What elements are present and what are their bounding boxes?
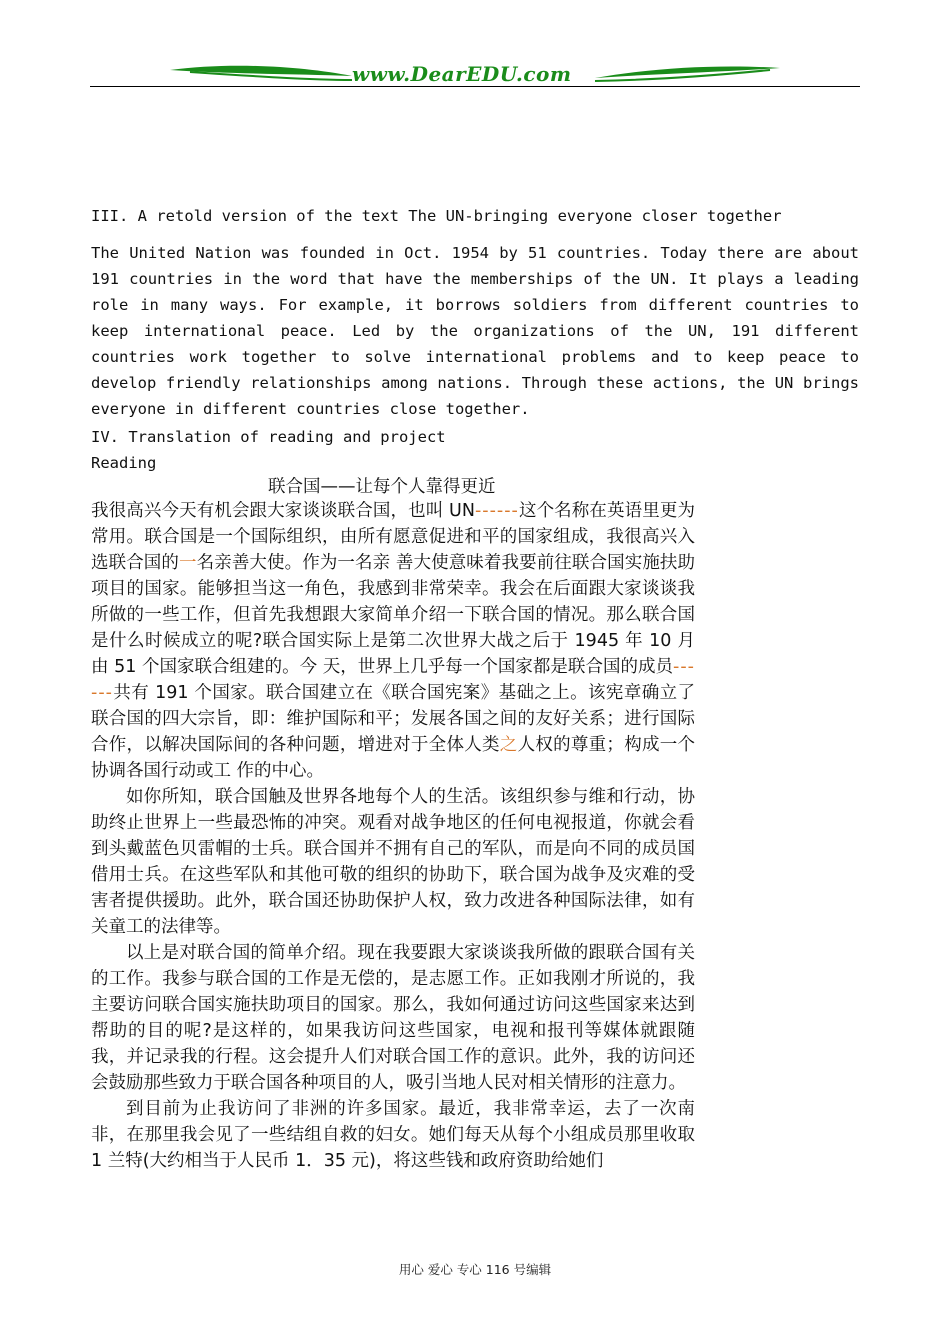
- reading-subtitle: Reading: [91, 454, 157, 472]
- page-footer: 用心 爱心 专心 116 号编辑: [398, 1262, 552, 1277]
- section-4-title: IV. Translation of reading and project: [91, 428, 446, 446]
- header-divider: [90, 86, 860, 87]
- highlighted-char: 一: [179, 553, 197, 573]
- dash-mark: ------: [474, 501, 519, 521]
- highlighted-char: 之: [499, 735, 518, 755]
- page-header: [90, 52, 860, 92]
- dash-mark: ------: [91, 657, 695, 703]
- retold-paragraph: The United Nation was founded in Oct. 1954 by 51 countries. Today there are about 191 countries in the word that have the memberships of the UN. It plays a leading role in many ways. For example, it borrows soldiers from different countries to keep international peace. Led by the organizations of the UN, 191 different countries work together to solve international problems and to keep peace to develop friendly relationships among nations. Through these actions, the UN brings everyone in different countries close together.: [91, 244, 859, 418]
- chinese-article-body: [91, 498, 695, 1174]
- paragraph-4: 到目前为止我访问了非洲的许多国家。最近，我非常幸运，去了一次南非，在那里我会见了一些结组自救的妇女。她们每天从每个小组成员那里收取 1 兰特(大约相当于人民币 1．35 元)，将这些钱和政府资助给她们: [91, 1099, 695, 1171]
- chinese-article-title: 联合国——让每个人靠得更近: [268, 477, 496, 497]
- paragraph-1: 我很高兴今天有机会跟大家谈谈联合国，也叫 UN------这个名称在英语里更为常用。联合国是一个国际组织，由所有愿意促进和平的国家组成，我很高兴入选联合国的一名亲善大使。作为一名亲 善大使意味着我要前往联合国实施扶助项目的国家。能够担当这一角色，我感到非常荣幸。我会在后面跟大家谈谈我所做的一些工作，但首先我想跟大家简单介绍一下联合国的情况。那么联合国是什么时候成立的呢?联合国实际上是第二次世界大战之后于 1945 年 10 月由 51 个国家联合组建的。今 天，世界上几乎每一个国家都是联合国的成员------共有 191 个国家。联合国建立在《联合国宪案》基础之上。该宪章确立了联合国的四大宗旨，即：维护国际和平；发展各国之间的友好关系；进行国际合作，以解决国际间的各种问题，增进对于全体人类之人权的尊重；构成一个协调各国行动或工 作的中心。: [91, 501, 696, 781]
- section-3-title: III. A retold version of the text The UN-bringing everyone closer together: [91, 207, 782, 225]
- site-logo-text: www.DearEDU.com: [352, 62, 572, 86]
- paragraph-3: 以上是对联合国的简单介绍。现在我要跟大家谈谈我所做的跟联合国有关的工作。我参与联合国的工作是无偿的，是志愿工作。正如我刚才所说的，我主要访问联合国实施扶助项目的国家。那么，我如何通过访问这些国家来达到帮助的目的呢?是这样的，如果我访问这些国家，电视和报刊等媒体就跟随我，并记录我的行程。这会提升人们对联合国工作的意识。此外，我的访问还会鼓励那些致力于联合国各种项目的人，吸引当地人民对相关情形的注意力。: [91, 943, 695, 1093]
- paragraph-2: 如你所知，联合国触及世界各地每个人的生活。该组织参与维和行动，协助终止世界上一些最恐怖的冲突。观看对战争地区的任何电视报道，你就会看到头戴蓝色贝雷帽的士兵。联合国并不拥有自己的军队，而是向不同的成员国借用士兵。在这些军队和其他可敬的组织的协助下，联合国为战争及灾难的受害者提供援助。此外，联合国还协助保护人权，致力改进各种国际法律，如有关童工的法律等。: [91, 787, 695, 937]
